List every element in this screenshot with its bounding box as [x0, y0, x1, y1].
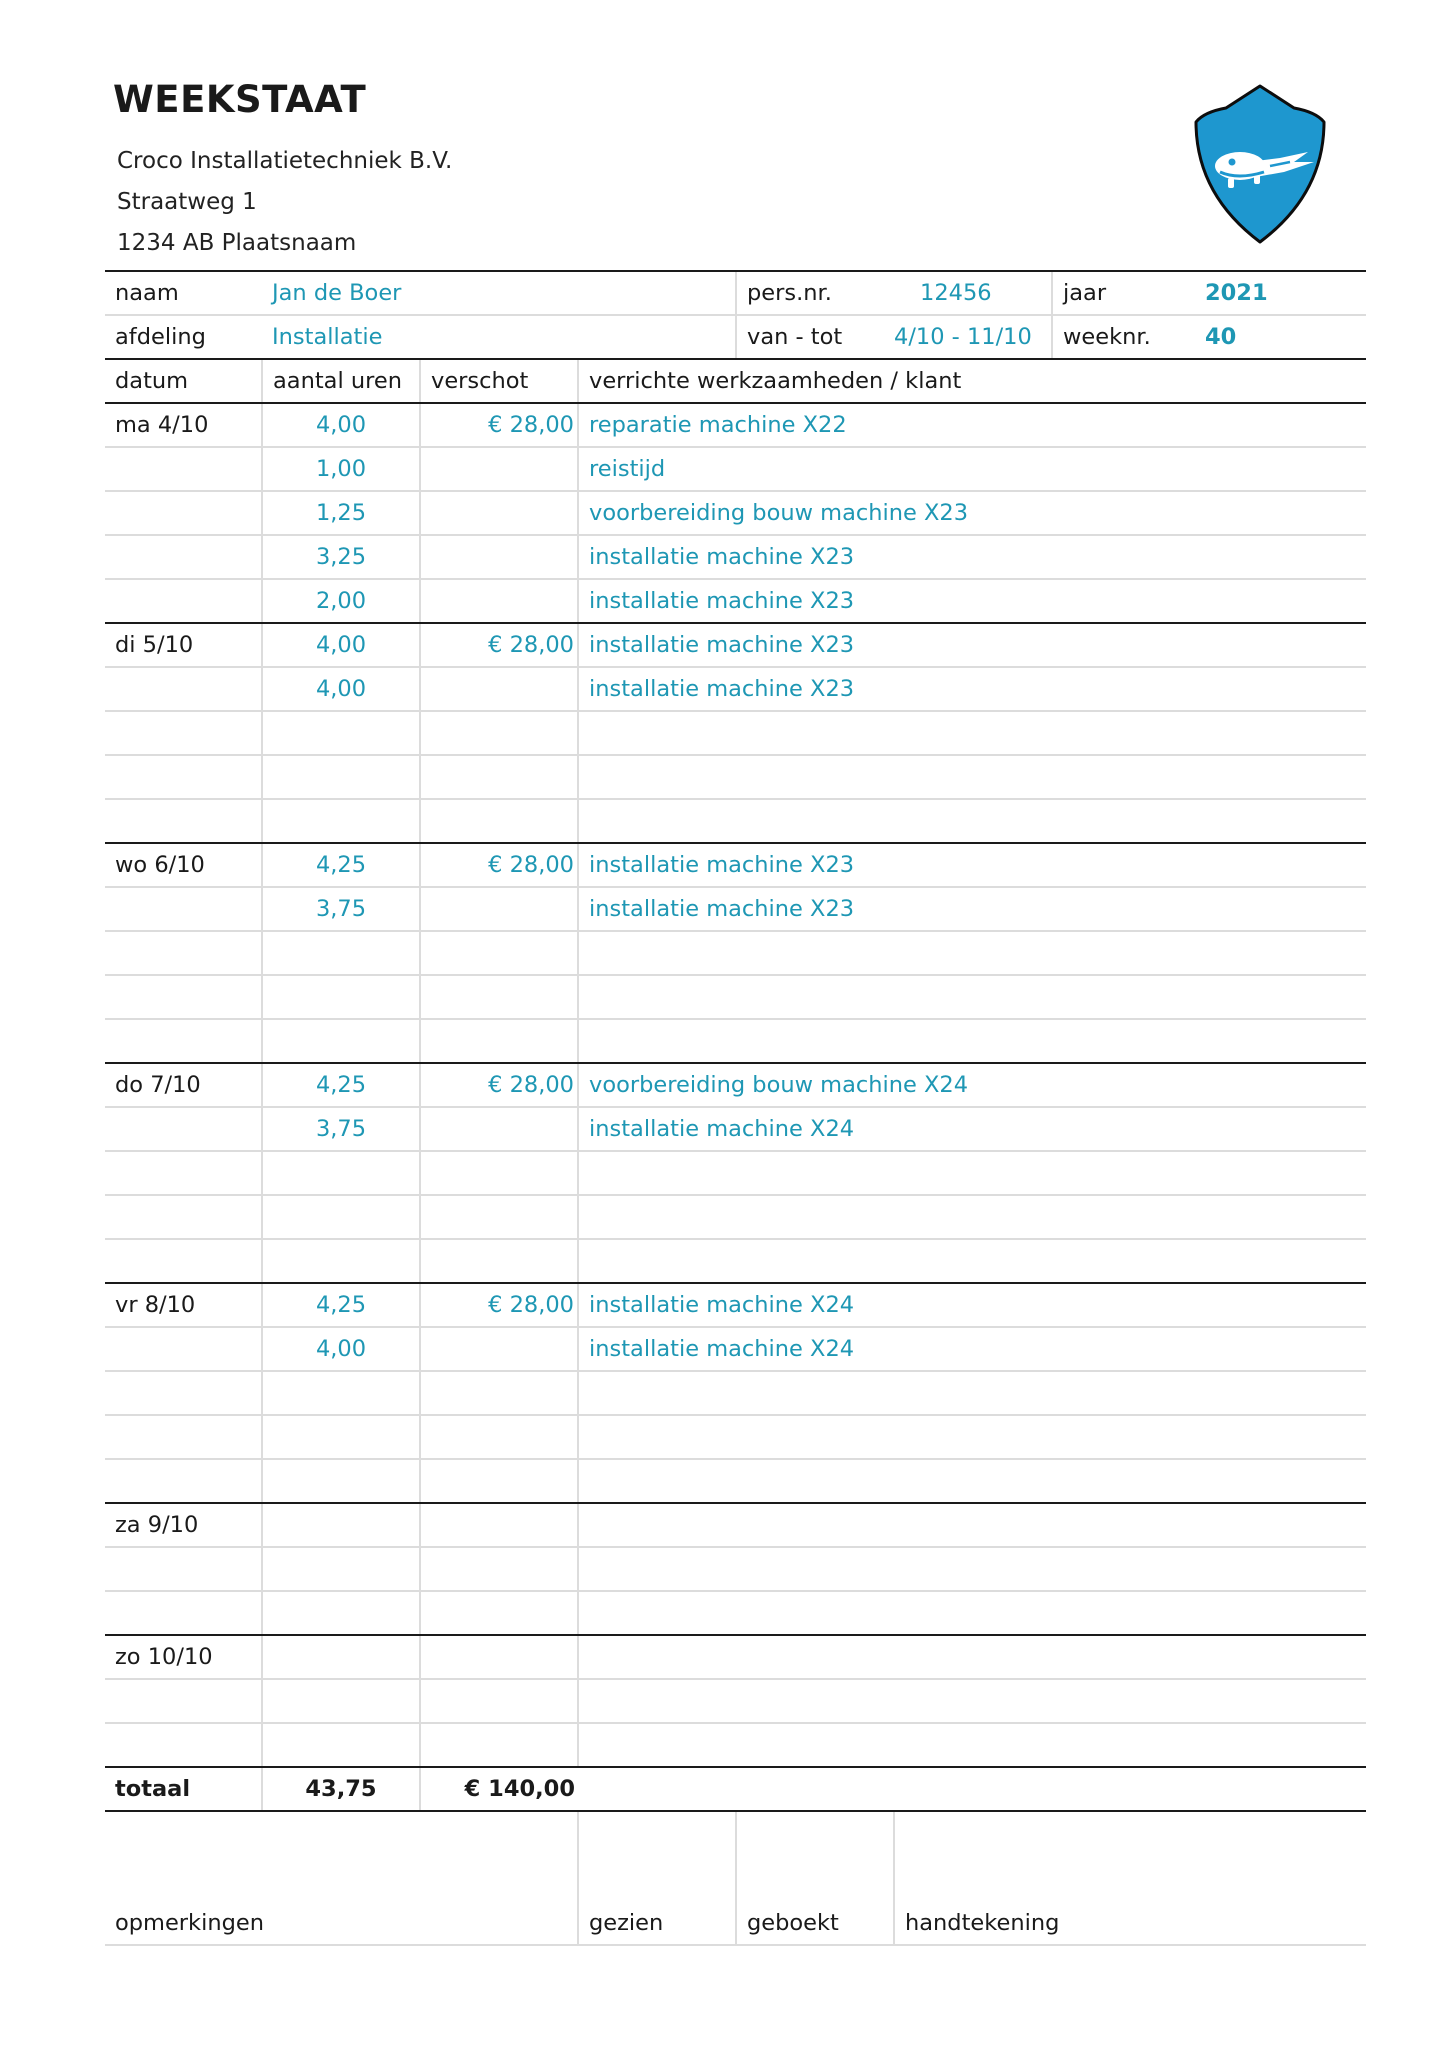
- company-street: Straatweg 1: [117, 189, 257, 215]
- signoff-row: [105, 1811, 1366, 1945]
- verschot-cell: [420, 1459, 578, 1503]
- uren-cell: 2,00: [262, 579, 420, 623]
- table-row: [105, 667, 1366, 711]
- uren-cell: [262, 1151, 420, 1195]
- verschot-cell: [420, 579, 578, 623]
- total-label: totaal: [105, 1767, 262, 1811]
- datum-cell: [105, 1723, 262, 1767]
- werkzaamheden-cell: [578, 1635, 1366, 1679]
- table-row: [105, 1063, 1366, 1107]
- datum-cell: [105, 667, 262, 711]
- werkzaamheden-cell: [578, 931, 1366, 975]
- uren-cell: 4,00: [262, 403, 420, 447]
- table-row: [105, 1107, 1366, 1151]
- total-empty: [578, 1767, 1366, 1811]
- verschot-cell: [420, 535, 578, 579]
- datum-cell: [105, 799, 262, 843]
- verschot-cell: [420, 1151, 578, 1195]
- verschot-cell: € 28,00: [420, 1283, 578, 1327]
- datum-cell: [105, 579, 262, 623]
- werkzaamheden-cell: installatie machine X23: [578, 667, 1366, 711]
- datum-cell: wo 6/10: [105, 843, 262, 887]
- vantot-value: 4/10 - 11/10: [894, 315, 1052, 359]
- uren-cell: 1,25: [262, 491, 420, 535]
- verschot-cell: [420, 1723, 578, 1767]
- table-row: [105, 1547, 1366, 1591]
- opmerkingen-label: opmerkingen: [105, 1811, 578, 1945]
- totals-row: [105, 1767, 1366, 1811]
- uren-cell: 4,25: [262, 1283, 420, 1327]
- table-row: [105, 1459, 1366, 1503]
- table-row: [105, 1415, 1366, 1459]
- weeknr-value: 40: [1205, 324, 1237, 350]
- col-header-werkzaamheden: verrichte werkzaamheden / klant: [578, 359, 1366, 403]
- verschot-cell: [420, 1195, 578, 1239]
- datum-cell: [105, 1415, 262, 1459]
- col-header-uren: aantal uren: [262, 359, 420, 403]
- werkzaamheden-cell: reparatie machine X22: [578, 403, 1366, 447]
- werkzaamheden-cell: installatie machine X23: [578, 535, 1366, 579]
- werkzaamheden-cell: installatie machine X24: [578, 1327, 1366, 1371]
- verschot-cell: [420, 931, 578, 975]
- datum-cell: [105, 1547, 262, 1591]
- verschot-cell: € 28,00: [420, 403, 578, 447]
- uren-cell: [262, 1679, 420, 1723]
- werkzaamheden-cell: [578, 1503, 1366, 1547]
- datum-cell: [105, 491, 262, 535]
- table-row: [105, 931, 1366, 975]
- verschot-cell: [420, 1371, 578, 1415]
- uren-cell: [262, 1723, 420, 1767]
- table-row: [105, 1195, 1366, 1239]
- table-row: [105, 1591, 1366, 1635]
- table-row: [105, 1151, 1366, 1195]
- uren-cell: 1,00: [262, 447, 420, 491]
- datum-cell: [105, 1239, 262, 1283]
- werkzaamheden-cell: installatie machine X23: [578, 623, 1366, 667]
- datum-cell: do 7/10: [105, 1063, 262, 1107]
- werkzaamheden-cell: [578, 1415, 1366, 1459]
- datum-cell: [105, 1327, 262, 1371]
- verschot-cell: [420, 1107, 578, 1151]
- datum-cell: [105, 447, 262, 491]
- table-row: [105, 1635, 1366, 1679]
- uren-cell: 4,25: [262, 843, 420, 887]
- werkzaamheden-cell: [578, 1591, 1366, 1635]
- table-row: [105, 579, 1366, 623]
- employee-row-1: [105, 271, 1366, 315]
- verschot-cell: [420, 975, 578, 1019]
- page-title: WEEKSTAAT: [113, 78, 367, 121]
- table-row: [105, 711, 1366, 755]
- table-row: [105, 1283, 1366, 1327]
- werkzaamheden-cell: [578, 1459, 1366, 1503]
- col-header-datum: datum: [105, 359, 262, 403]
- table-row: [105, 447, 1366, 491]
- werkzaamheden-cell: [578, 755, 1366, 799]
- table-row: [105, 535, 1366, 579]
- werkzaamheden-cell: installatie machine X23: [578, 579, 1366, 623]
- verschot-cell: [420, 799, 578, 843]
- table-row: [105, 1503, 1366, 1547]
- verschot-cell: € 28,00: [420, 843, 578, 887]
- uren-cell: 3,25: [262, 535, 420, 579]
- table-row: [105, 403, 1366, 447]
- verschot-cell: [420, 1503, 578, 1547]
- werkzaamheden-cell: installatie machine X23: [578, 843, 1366, 887]
- werkzaamheden-cell: [578, 1547, 1366, 1591]
- uren-cell: [262, 1371, 420, 1415]
- verschot-cell: [420, 1547, 578, 1591]
- datum-cell: [105, 1151, 262, 1195]
- datum-cell: [105, 931, 262, 975]
- datum-cell: ma 4/10: [105, 403, 262, 447]
- uren-cell: [262, 1547, 420, 1591]
- verschot-cell: € 28,00: [420, 623, 578, 667]
- table-row: [105, 1327, 1366, 1371]
- uren-cell: [262, 1591, 420, 1635]
- uren-cell: [262, 1459, 420, 1503]
- crocodile-shield-icon: [1190, 82, 1330, 248]
- company-name: Croco Installatietechniek B.V.: [117, 148, 453, 174]
- table-row: [105, 1019, 1366, 1063]
- datum-cell: [105, 1371, 262, 1415]
- uren-cell: 4,00: [262, 667, 420, 711]
- verschot-cell: [420, 491, 578, 535]
- datum-cell: [105, 535, 262, 579]
- werkzaamheden-cell: [578, 1151, 1366, 1195]
- datum-cell: di 5/10: [105, 623, 262, 667]
- uren-cell: 4,00: [262, 623, 420, 667]
- datum-cell: [105, 1195, 262, 1239]
- uren-cell: [262, 1635, 420, 1679]
- werkzaamheden-cell: [578, 799, 1366, 843]
- table-row: [105, 799, 1366, 843]
- verschot-cell: [420, 1679, 578, 1723]
- datum-cell: [105, 887, 262, 931]
- werkzaamheden-cell: voorbereiding bouw machine X23: [578, 491, 1366, 535]
- gezien-label: gezien: [578, 1811, 736, 1945]
- verschot-cell: [420, 1019, 578, 1063]
- werkzaamheden-cell: [578, 1723, 1366, 1767]
- werkzaamheden-cell: [578, 975, 1366, 1019]
- datum-cell: [105, 1019, 262, 1063]
- uren-cell: [262, 931, 420, 975]
- uren-cell: 4,25: [262, 1063, 420, 1107]
- verschot-cell: [420, 1327, 578, 1371]
- jaar-value: 2021: [1205, 280, 1268, 306]
- verschot-cell: [420, 1415, 578, 1459]
- col-header-verschot: verschot: [420, 359, 578, 403]
- afdeling-label: afdeling: [105, 315, 262, 359]
- verschot-cell: [420, 667, 578, 711]
- verschot-cell: [420, 447, 578, 491]
- werkzaamheden-cell: [578, 711, 1366, 755]
- persnr-label: pers.nr.: [736, 271, 894, 315]
- naam-value: Jan de Boer: [262, 271, 736, 315]
- werkzaamheden-cell: installatie machine X24: [578, 1107, 1366, 1151]
- werkzaamheden-cell: reistijd: [578, 447, 1366, 491]
- datum-cell: [105, 975, 262, 1019]
- weeknr-label: weeknr.: [1063, 324, 1151, 350]
- jaar-label: jaar: [1063, 280, 1107, 306]
- uren-cell: [262, 711, 420, 755]
- uren-cell: [262, 1415, 420, 1459]
- table-row: [105, 755, 1366, 799]
- uren-cell: [262, 1239, 420, 1283]
- werkzaamheden-cell: voorbereiding bouw machine X24: [578, 1063, 1366, 1107]
- table-row: [105, 843, 1366, 887]
- uren-cell: [262, 1503, 420, 1547]
- verschot-cell: [420, 887, 578, 931]
- werkzaamheden-cell: installatie machine X23: [578, 887, 1366, 931]
- table-row: [105, 1371, 1366, 1415]
- uren-cell: [262, 1195, 420, 1239]
- werkzaamheden-cell: installatie machine X24: [578, 1283, 1366, 1327]
- handtekening-label: handtekening: [894, 1811, 1366, 1945]
- table-row: [105, 1723, 1366, 1767]
- verschot-cell: [420, 1591, 578, 1635]
- werkzaamheden-cell: [578, 1239, 1366, 1283]
- uren-cell: 3,75: [262, 887, 420, 931]
- verschot-cell: [420, 711, 578, 755]
- datum-cell: [105, 1459, 262, 1503]
- uren-cell: [262, 755, 420, 799]
- total-verschot: € 140,00: [420, 1767, 578, 1811]
- datum-cell: [105, 1679, 262, 1723]
- datum-cell: [105, 755, 262, 799]
- werkzaamheden-cell: [578, 1019, 1366, 1063]
- employee-row-2: [105, 315, 1366, 359]
- werkzaamheden-cell: [578, 1371, 1366, 1415]
- table-row: [105, 975, 1366, 1019]
- uren-cell: [262, 799, 420, 843]
- verschot-cell: € 28,00: [420, 1063, 578, 1107]
- datum-cell: zo 10/10: [105, 1635, 262, 1679]
- datum-cell: [105, 1591, 262, 1635]
- table-row: [105, 887, 1366, 931]
- vantot-label: van - tot: [736, 315, 894, 359]
- uren-cell: [262, 975, 420, 1019]
- verschot-cell: [420, 755, 578, 799]
- werkzaamheden-cell: [578, 1679, 1366, 1723]
- datum-cell: za 9/10: [105, 1503, 262, 1547]
- table-row: [105, 1679, 1366, 1723]
- timesheet-table: [105, 270, 1366, 1946]
- naam-label: naam: [105, 271, 262, 315]
- total-uren: 43,75: [262, 1767, 420, 1811]
- table-row: [105, 623, 1366, 667]
- datum-cell: [105, 1107, 262, 1151]
- geboekt-label: geboekt: [736, 1811, 894, 1945]
- verschot-cell: [420, 1635, 578, 1679]
- table-row: [105, 491, 1366, 535]
- datum-cell: [105, 711, 262, 755]
- uren-cell: 3,75: [262, 1107, 420, 1151]
- table-row: [105, 1239, 1366, 1283]
- verschot-cell: [420, 1239, 578, 1283]
- column-header-row: [105, 359, 1366, 403]
- uren-cell: [262, 1019, 420, 1063]
- afdeling-value: Installatie: [262, 315, 736, 359]
- werkzaamheden-cell: [578, 1195, 1366, 1239]
- datum-cell: vr 8/10: [105, 1283, 262, 1327]
- company-city: 1234 AB Plaatsnaam: [117, 230, 357, 256]
- uren-cell: 4,00: [262, 1327, 420, 1371]
- persnr-value: 12456: [894, 271, 1052, 315]
